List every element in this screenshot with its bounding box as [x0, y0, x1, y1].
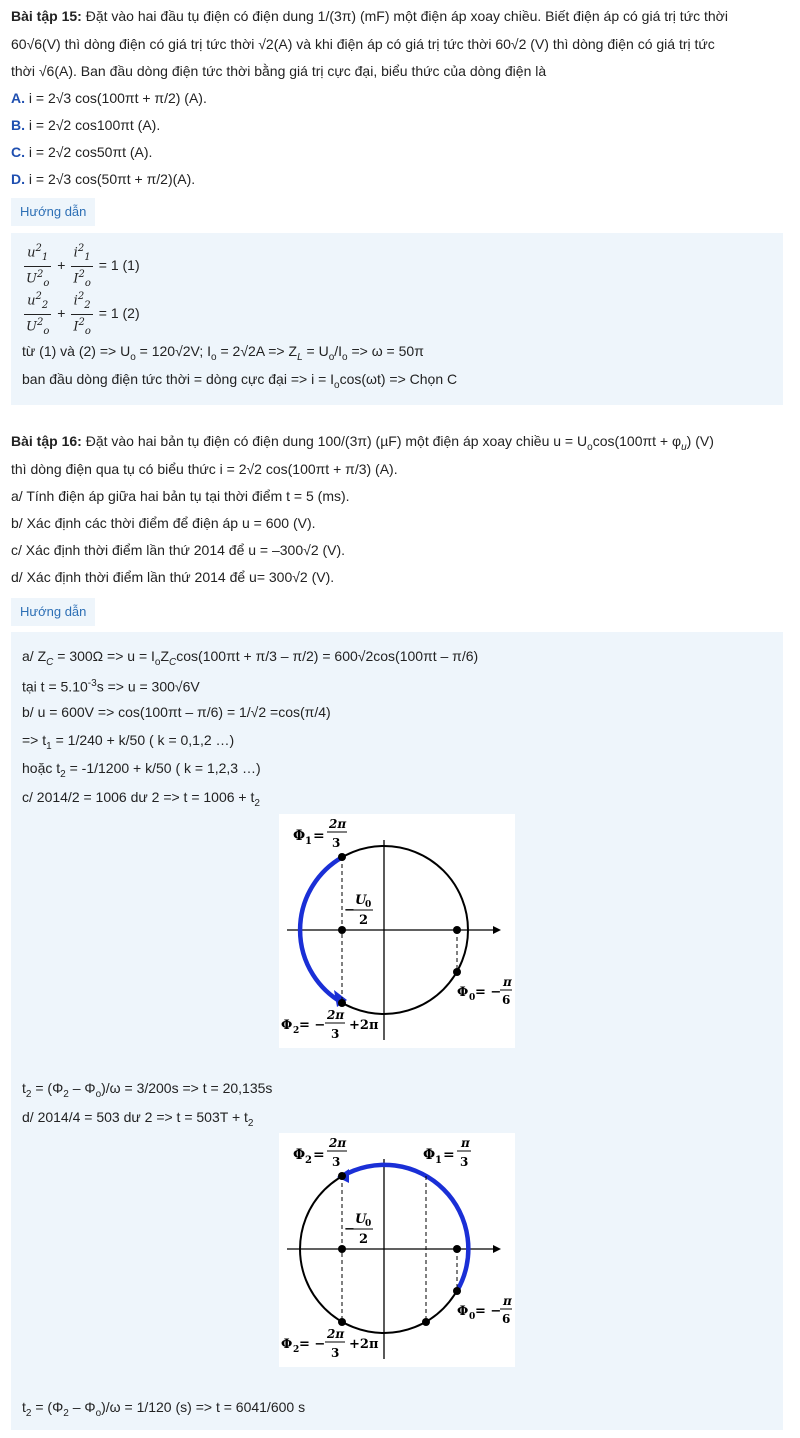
solution-line: => $t_1 = 1/240 + k/50$ ( k = 0,1,2 …) [22, 732, 235, 752]
option-text: i = 2√2 cos100πt (A). [25, 117, 161, 133]
svg-text:1: 1 [435, 1155, 442, 1166]
svg-text:6: 6 [502, 993, 511, 1007]
svg-text:−: − [344, 903, 355, 918]
svg-text:2: 2 [293, 1026, 300, 1036]
ex16-part-b: b/ Xác định các thời điểm để điện áp u = 600 (V). [11, 515, 316, 531]
svg-text:+2π: +2π [349, 1018, 379, 1033]
point-phi0 [453, 968, 461, 976]
svg-text:3: 3 [332, 836, 341, 850]
svg-text:−: − [344, 1222, 355, 1237]
point-phi2 [338, 1172, 346, 1180]
svg-text:0: 0 [469, 1312, 476, 1322]
svg-text:Φ: Φ [457, 985, 469, 1000]
ex16-part-d: d/ Xác định thời điểm lần thứ 2014 để u= 300√2 (V). [11, 569, 335, 585]
ex15-text1: Đặt vào hai đầu tụ điện có điện dung 1/(3π) (mF) một điện áp xoay chiều. Biết điện áp có giá trị tức thời [81, 8, 728, 24]
svg-text:2: 2 [293, 1345, 300, 1355]
option-text: i = 2√3 cos(50πt + π/2)(A). [25, 171, 196, 187]
svg-text:0: 0 [469, 993, 476, 1003]
svg-text:Φ: Φ [423, 1147, 436, 1163]
point-phi0 [453, 1287, 461, 1295]
point-x [453, 926, 461, 934]
svg-text:+2π: +2π [349, 1337, 379, 1352]
phase-arc [342, 1165, 468, 1291]
ex15-title: Bài tập 15: [11, 8, 82, 24]
point-phi2 [338, 999, 346, 1007]
point-u-half [338, 926, 346, 934]
svg-text:Φ: Φ [457, 1304, 469, 1319]
svg-text:2π: 2π [329, 1136, 347, 1150]
svg-text:2π: 2π [327, 1008, 345, 1022]
svg-text:3: 3 [332, 1155, 341, 1169]
point-lower [422, 1318, 430, 1326]
label-phi2 [281, 1008, 379, 1041]
solution-line: a/ $Z_C = 300\Omega => u = I_oZ_C\cos(100\pi t + \pi/3 - \pi/2) = 600√2\cos(100\pi t - \pi/6)$ [22, 648, 479, 668]
ex16-part-a: a/ Tính điện áp giữa hai bản tụ tại thời điểm t = 5 (ms). [11, 488, 350, 504]
svg-text:=: = [313, 1147, 325, 1163]
x-axis-arrow [493, 926, 501, 934]
guide-button-16[interactable]: Hướng dẫn [11, 598, 95, 626]
fraction: $\frac{u^2_2}{U^2_o}$ [26, 291, 50, 337]
svg-text:= −: = − [299, 1018, 326, 1033]
option-letter: D. [11, 171, 25, 187]
svg-text:0: 0 [365, 900, 372, 910]
option-letter: C. [11, 144, 25, 160]
ex15-line1 [11, 6, 728, 26]
svg-text:π: π [461, 1136, 470, 1150]
equation-rhs: = 1 (1) [98, 257, 140, 274]
svg-text:Φ: Φ [293, 1147, 306, 1163]
option-a [11, 88, 207, 108]
svg-text:Φ: Φ [281, 1337, 293, 1352]
svg-text:2: 2 [359, 1232, 369, 1247]
label-u-half [344, 1212, 373, 1247]
equation-rhs: = 1 (2) [98, 305, 140, 322]
svg-text:2: 2 [305, 1155, 312, 1166]
equation-1 [22, 241, 140, 292]
option-text: i = 2√2 cos50πt (A). [25, 144, 153, 160]
svg-text:=: = [313, 828, 325, 844]
label-phi2b [281, 1327, 379, 1360]
solution-line: hoặc $t_2 = -1/1200 + k/50$ ( k = 1,2,3 …) [22, 760, 261, 780]
fraction: $\frac{i^2_1}{I^2_o}$ [73, 243, 91, 289]
svg-text:= −: = − [475, 985, 502, 1000]
phase-circle-svg-2 [279, 1133, 515, 1367]
svg-text:= −: = − [299, 1337, 326, 1352]
ex16-line2: thì dòng điện qua tụ có biểu thức i = 2√2 cos(100πt + π/3) (A). [11, 461, 398, 477]
solution-line: c/ 2014/2 = 1006 dư $2 => t = 1006 + t_2$ [22, 789, 260, 809]
point-x [453, 1245, 461, 1253]
svg-text:π: π [503, 1294, 512, 1308]
svg-text:2π: 2π [327, 1327, 345, 1341]
solution-line: từ (1) và $(2) => U_o = 120√2V$; $I_o = 2√2A => Z_L = U_o/I_o => \omega = 50\pi$ [22, 343, 424, 363]
phase-circle-diagram-2 [279, 1133, 515, 1367]
ex15-line3: thời √6(A). Ban đầu dòng điện tức thời bằng giá trị cực đại, biểu thức của dòng điện là [11, 63, 547, 79]
ex16-title: Bài tập 16: [11, 433, 82, 449]
svg-text:Φ: Φ [293, 828, 306, 844]
plus-sign: + [57, 305, 66, 322]
svg-text:2: 2 [359, 913, 369, 928]
solution-line: $t_2 = (\Phi_2 - \Phi_o)/\omega = 1/120$ (s) => t = 6041/600 s [22, 1399, 306, 1419]
solution-line: b/ u = 600V => cos(100πt – π/6) = 1/√2 =cos(π/4) [22, 704, 331, 720]
option-letter: B. [11, 117, 25, 133]
svg-text:3: 3 [331, 1346, 340, 1360]
option-text: i = 2√3 cos(100πt + π/2) (A). [25, 90, 207, 106]
phase-circle-diagram-1 [279, 814, 515, 1048]
ex16-part-c: c/ Xác định thời điểm lần thứ 2014 để u = –300√2 (V). [11, 542, 346, 558]
solution-line: tại $t = 5.10^{-3}s => u = 300√6V$ [22, 678, 200, 695]
plus-sign: + [57, 257, 66, 274]
label-u-half [344, 893, 373, 928]
x-axis-arrow [493, 1245, 501, 1253]
point-phi2b [338, 1318, 346, 1326]
solution-line: $t_2 = (\Phi_2 - \Phi_o)/\omega = 3/200s => t = 20,135s$ [22, 1080, 273, 1100]
svg-text:2π: 2π [329, 817, 347, 831]
option-b [11, 115, 160, 135]
phase-circle-svg-1 [279, 814, 515, 1048]
solution-line: d/ 2014/4 = 503 dư $2 => t = 503T + t_2$ [22, 1109, 254, 1129]
ex16-line1: Bài tập 16: Đặt vào hai bản tụ điện có điện dung 100/(3π) (µF) một điện áp xoay chiều $u = U_o\cos(100\pi t + \varphi_u)$ (V) [11, 433, 714, 453]
svg-text:3: 3 [460, 1155, 469, 1169]
label-phi1 [423, 1136, 471, 1169]
svg-text:=: = [443, 1147, 455, 1163]
fraction: $\frac{i^2_2}{I^2_o}$ [73, 291, 91, 337]
svg-text:U: U [355, 893, 367, 908]
svg-text:3: 3 [331, 1027, 340, 1041]
label-phi1 [293, 817, 347, 850]
fraction: $\frac{u^2_1}{U^2_o}$ [26, 243, 50, 289]
point-phi1 [338, 853, 346, 861]
equation-2 [22, 289, 140, 340]
svg-text:6: 6 [502, 1312, 511, 1326]
label-phi0 [457, 1294, 512, 1326]
solution-box-16 [11, 632, 783, 1430]
option-d [11, 169, 195, 189]
option-letter: A. [11, 90, 25, 106]
svg-text:π: π [503, 975, 512, 989]
option-c [11, 142, 152, 162]
guide-button-15[interactable]: Hướng dẫn [11, 198, 95, 226]
solution-box-15 [11, 233, 783, 405]
svg-text:0: 0 [365, 1219, 372, 1229]
solution-line: ban đầu dòng điện tức thời = dòng cực đại => $i = I_o\cos(\omega t)$ => Chọn C [22, 371, 458, 391]
label-phi2 [293, 1136, 347, 1169]
point-u-half [338, 1245, 346, 1253]
svg-text:= −: = − [475, 1304, 502, 1319]
svg-text:Φ: Φ [281, 1018, 293, 1033]
label-phi0 [457, 975, 512, 1007]
svg-text:1: 1 [305, 836, 312, 847]
svg-text:U: U [355, 1212, 367, 1227]
ex15-line2: 60√6(V) thì dòng điện có giá trị tức thời √2(A) và khi điện áp có giá trị tức thời 60√2 (V) thì dòng điện có giá trị tức [11, 36, 715, 52]
